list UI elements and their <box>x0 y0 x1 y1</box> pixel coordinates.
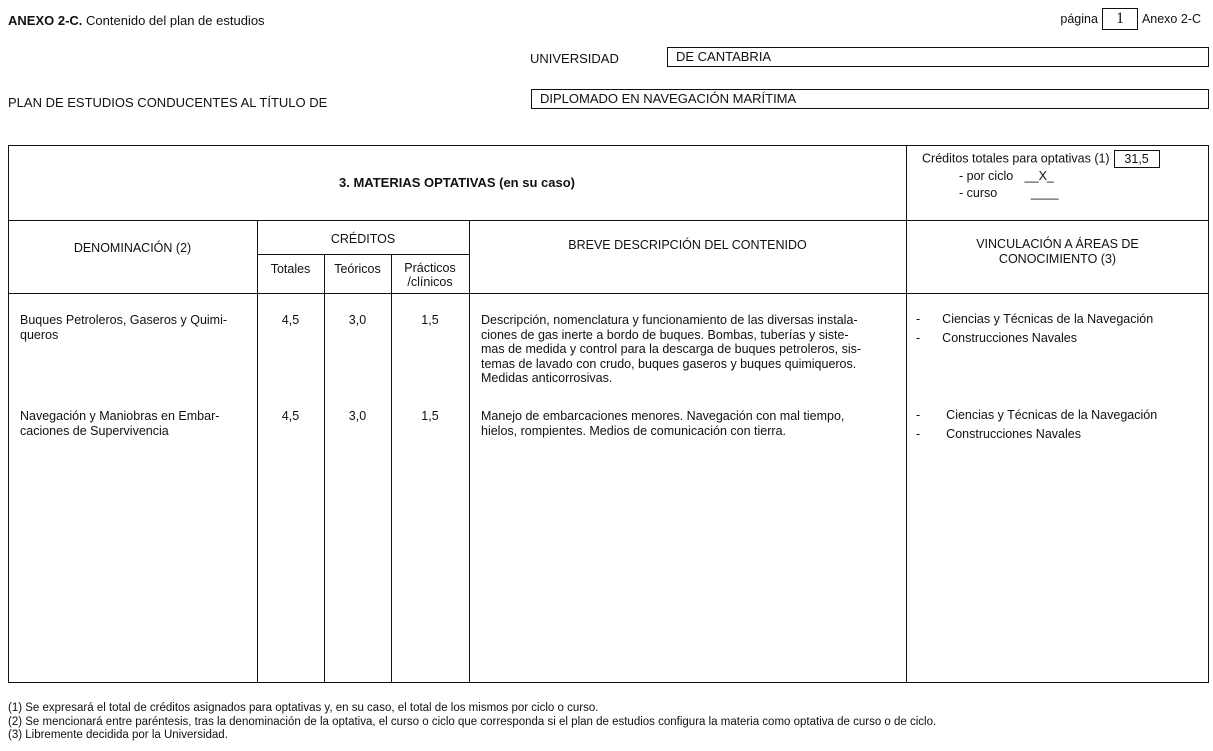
annex-description: Contenido del plan de estudios <box>86 13 265 28</box>
col-descripcion: BREVE DESCRIPCIÓN DEL CONTENIDO <box>568 238 807 252</box>
page-number: 1 <box>1102 8 1138 30</box>
footnote-1: (1) Se expresará el total de créditos asignados para optativas y, en su caso, el total de los mismos por ciclo o curso. <box>8 702 599 714</box>
row-2-areas <box>916 406 1157 444</box>
table-rule <box>8 220 1209 221</box>
page-label: página <box>1060 12 1098 26</box>
row-2-teoricos: 3,0 <box>348 409 367 423</box>
bullet: - <box>916 331 921 345</box>
table-rule <box>906 145 907 683</box>
col-creditos: CRÉDITOS <box>330 232 396 246</box>
plan-field: DIPLOMADO EN NAVEGACIÓN MARÍTIMA <box>531 89 1209 109</box>
table-rule <box>257 254 469 255</box>
area-item <box>916 406 1157 425</box>
area-text: Construcciones Navales <box>942 331 1077 345</box>
col-vinculacion <box>906 237 1209 267</box>
col-practicos <box>391 261 469 289</box>
per-course-value: ____ <box>1030 186 1059 200</box>
credits-total-label: Créditos totales para optativas (1) <box>922 151 1110 166</box>
footnote-3: (3) Libremente decidida por la Universidad. <box>8 729 228 741</box>
university-label: UNIVERSIDAD <box>530 51 619 66</box>
page-indicator <box>1060 8 1201 30</box>
desc-line: hielos, rompientes. Medios de comunicación con tierra. <box>481 423 787 438</box>
table-rule <box>469 220 470 683</box>
row-name-line: queros <box>20 328 59 342</box>
row-name-line: caciones de Supervivencia <box>20 424 169 438</box>
col-denominacion: DENOMINACIÓN (2) <box>73 241 192 255</box>
row-1-totales: 4,5 <box>281 313 300 327</box>
desc-line: Manejo de embarcaciones menores. Navegación con mal tiempo, <box>481 409 845 423</box>
area-text: Construcciones Navales <box>946 427 1081 441</box>
row-2-totales: 4,5 <box>281 409 300 423</box>
per-cycle-label: - por ciclo <box>959 169 1014 183</box>
bullet: - <box>916 427 921 441</box>
area-text: Ciencias y Técnicas de la Navegación <box>946 408 1158 422</box>
area-item <box>916 310 1153 329</box>
col-vinculacion-line1: VINCULACIÓN A ÁREAS DE <box>976 237 1139 251</box>
area-text: Ciencias y Técnicas de la Navegación <box>942 312 1154 326</box>
credits-total-value: 31,5 <box>1114 150 1160 168</box>
annex-title <box>8 13 265 28</box>
row-1-description <box>481 313 901 386</box>
row-name-line: Buques Petroleros, Gaseros y Quimi- <box>20 313 228 327</box>
table-title: 3. MATERIAS OPTATIVAS (en su caso) <box>339 175 575 190</box>
row-2-description <box>481 409 901 438</box>
col-totales: Totales <box>270 262 311 276</box>
col-practicos-line1: Prácticos <box>404 261 456 275</box>
annex-label: ANEXO 2-C. <box>8 13 83 28</box>
row-name-line: Navegación y Maniobras en Embar- <box>20 409 220 423</box>
row-1-areas <box>916 310 1153 348</box>
table-rule <box>8 293 1209 294</box>
col-practicos-line2: /clínicos <box>407 275 453 289</box>
col-vinculacion-line2: CONOCIMIENTO (3) <box>998 252 1117 266</box>
footnotes <box>8 702 936 743</box>
desc-line: mas de medida y control para la descarga de buques petroleros, sis- <box>481 342 862 356</box>
desc-line: Medidas anticorrosivas. <box>481 371 613 385</box>
col-teoricos: Teóricos <box>334 262 381 276</box>
per-cycle-value: __X_ <box>1024 169 1054 183</box>
table-row-2-name <box>20 409 219 439</box>
row-1-practicos: 1,5 <box>421 313 439 327</box>
area-item <box>916 329 1153 348</box>
row-2-practicos: 1,5 <box>421 409 439 423</box>
annex-ref: Anexo 2-C <box>1141 12 1201 26</box>
area-item <box>916 425 1157 444</box>
desc-line: ciones de gas inerte a bordo de buques. Bombas, tuberías y siste- <box>481 327 849 342</box>
bullet: - <box>916 312 921 326</box>
bullet: - <box>916 408 921 422</box>
plan-label: PLAN DE ESTUDIOS CONDUCENTES AL TÍTULO DE <box>8 95 328 110</box>
per-course-label: - curso <box>959 186 998 200</box>
university-field: DE CANTABRIA <box>667 47 1209 67</box>
table-row-1-name <box>20 313 227 343</box>
desc-line: Descripción, nomenclatura y funcionamiento de las diversas instala- <box>481 313 858 327</box>
footnote-2: (2) Se mencionará entre paréntesis, tras la denominación de la optativa, el curso o ciclo que corresponda si el plan de estudios configura la materia como optativa de curso o de ciclo. <box>8 715 937 728</box>
row-1-teoricos: 3,0 <box>348 313 367 327</box>
credits-total-block <box>922 150 1160 202</box>
table-rule <box>257 220 258 683</box>
desc-line: temas de lavado con crudo, buques gaseros y buques quimiqueros. <box>481 356 857 371</box>
